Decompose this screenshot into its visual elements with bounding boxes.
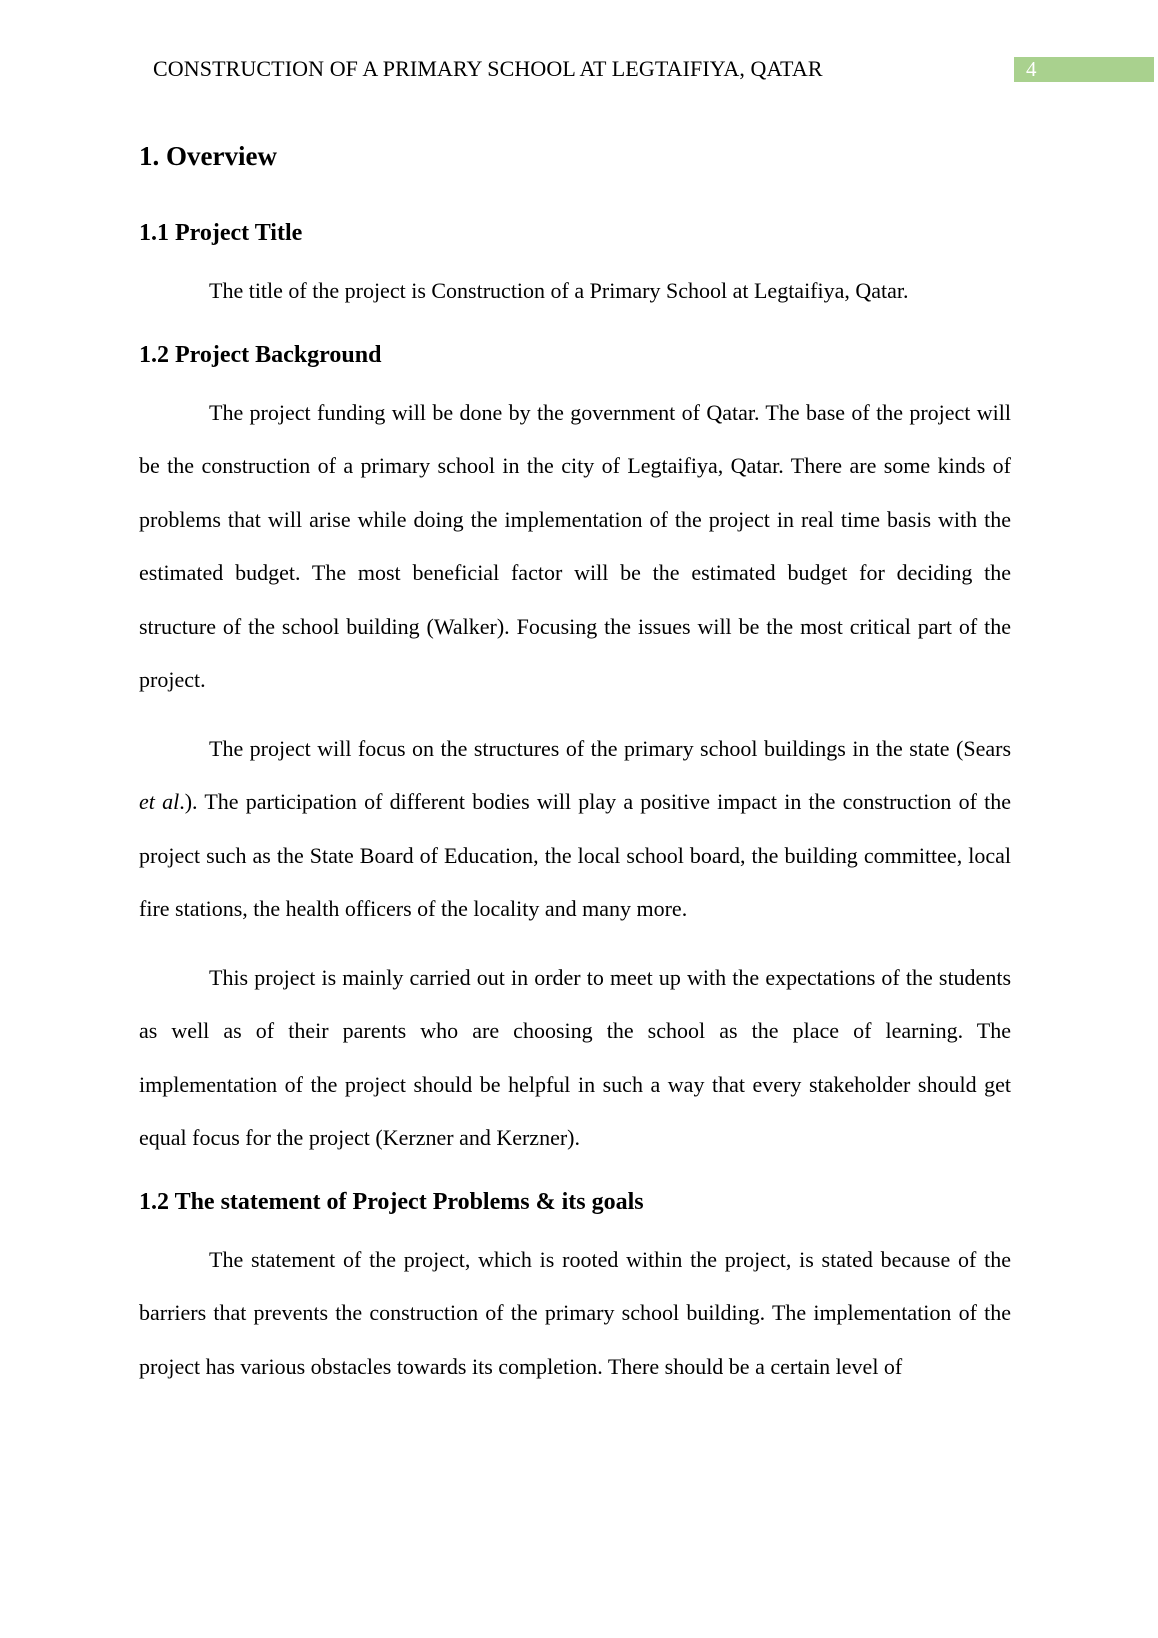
paragraph-background-2-start: The project will focus on the structures of the primary school buildings in the state (Sears (209, 735, 1011, 761)
paragraph-background-1: The project funding will be done by the government of Qatar. The base of the project will be the construction of a primary school in the city of Legtaifiya, Qatar. There are some kinds of problems that will arise while doing the implementation of the project in real time basis with the estimated budget. The most beneficial factor will be the estimated budget for deciding the structure of the school building (Walker). Focusing the issues will be the most critical part of the project. (139, 399, 1011, 692)
paragraph-background-2 (139, 722, 1011, 936)
section-heading-overview: 1. Overview (139, 141, 277, 171)
paragraph-background-3: This project is mainly carried out in order to meet up with the expectations of the students as well as of their parents who are choosing the school as the place of learning. The implementation of the project should be helpful in such a way that every stakeholder should get equal focus for the project (Kerzner and Kerzner). (139, 964, 1011, 1150)
section-heading-project-background: 1.2 Project Background (139, 341, 382, 368)
section-heading-project-problems: 1.2 The statement of Project Problems & its goals (139, 1188, 644, 1215)
citation-et-al: et al (139, 789, 180, 814)
document-body (139, 132, 1011, 1393)
paragraph-background-2-end: .). The participation of different bodies will play a positive impact in the construction of the project such as the State Board of Education, the local school board, the building committee, local fire stations, the health officers of the locality and many more. (139, 789, 1011, 921)
paragraph-project-problems: The statement of the project, which is rooted within the project, is stated because of the barriers that prevents the construction of the primary school building. The implementation of the project has various obstacles towards its completion. There should be a certain level of (139, 1246, 1011, 1379)
page-number-badge: 4 (1014, 57, 1154, 82)
running-header-title: CONSTRUCTION OF A PRIMARY SCHOOL AT LEGTAIFIYA, QATAR (153, 56, 823, 81)
section-heading-project-title: 1.1 Project Title (139, 220, 303, 246)
paragraph-project-title: The title of the project is Construction of a Primary School at Legtaifiya, Qatar. (209, 278, 909, 303)
